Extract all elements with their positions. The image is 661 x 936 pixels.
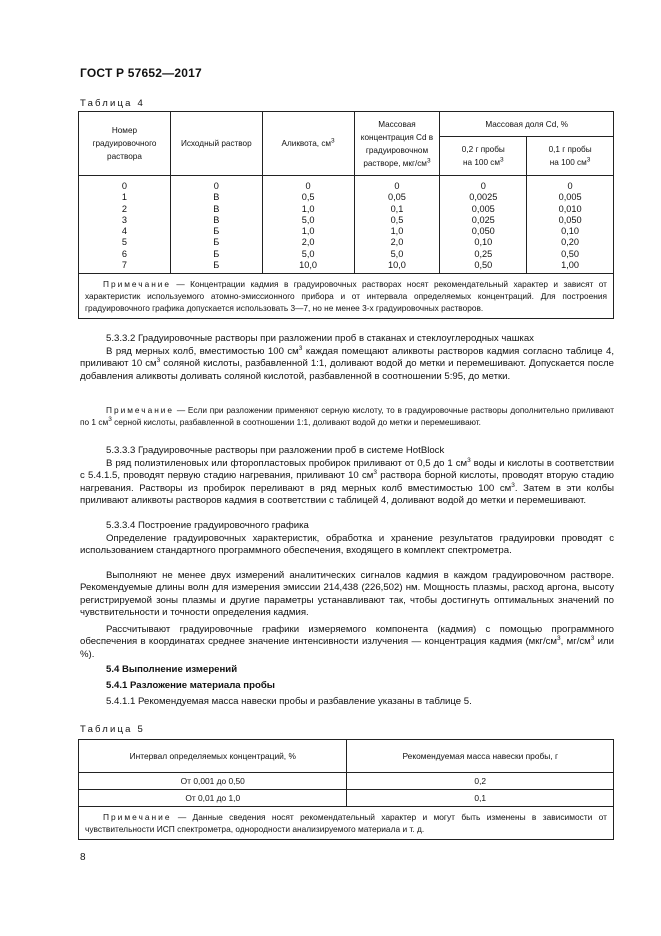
- table-cell: 5,0: [301, 248, 315, 259]
- table-cell: 0: [394, 181, 400, 191]
- section-5-3-3-2-note: Примечание — Если при разложении применяют серную кислоту, то в градуировочные растворы дополнительно приливают по 1 $см^3$ серной кислоты, разбавленной в соотношении 1:1, доливают водой до метки и перемешивают.: [80, 405, 614, 427]
- table-cell: 1: [121, 192, 128, 203]
- table-cell: 1,0: [301, 203, 315, 214]
- header-0-1g: 0,1 г пробы на 100 $см^3$: [527, 137, 614, 176]
- table-cell: 4: [121, 226, 128, 237]
- table-cell: 1,0: [301, 226, 315, 237]
- header-0-2g: 0,2 г пробы на 100 $см^3$: [440, 137, 527, 176]
- section-5-3-3-3-paragraph: В ряд полиэтиленовых или фторопластовых пробирок приливают от 0,5 до 1 $см^3$ воды и кислоты в соответствии с 5.4.1.5, проводят первую стадию нагревания, приливают 10 $см^3$ раствора борной кислоты, проводят вторую стадию нагревания. Растворы из пробирок переливают в ряд мерных колб вместимостью 100 $см^3$. Затем в эти колбы приливают аликвоты растворов кадмия в соответствии с таблицей 4, доливают водой до метки и перемешивают.: [80, 456, 615, 506]
- table-cell: 0,1: [390, 203, 404, 214]
- table-cell: 0,005: [558, 192, 582, 203]
- column-aliquot: [262, 176, 354, 274]
- table-cell: 0,10: [474, 237, 493, 248]
- table-cell: 1,00: [561, 260, 580, 271]
- header-solution-number: Номер градуировочного раствора: [79, 112, 171, 176]
- table-cell: 0,25: [474, 248, 493, 259]
- table-cell: Б: [213, 237, 220, 248]
- table4-note: Примечание — Концентрации кадмия в градуировочных растворах носят рекомендательный характер и зависят от характеристик используемого атомно-эмиссионного прибора и от интервала определяемых концентраций. Для построения градуировочного графика допускается использовать 3—7, но не менее 3-х градуировочных растворов.: [79, 274, 614, 319]
- table-cell: 5,0: [301, 214, 315, 225]
- table-row: [79, 773, 614, 790]
- table-cell: 2,0: [390, 237, 404, 248]
- page-number: 8: [80, 852, 86, 863]
- table-cell: 5,0: [390, 248, 404, 259]
- table-cell: 0,05: [388, 192, 406, 203]
- section-5-3-3-2-title: 5.3.3.2 Градуировочные растворы при разложении проб в стаканах и стеклоуглеродных чашках: [106, 333, 534, 344]
- table4-body: [79, 176, 614, 274]
- table-cell: 0,10: [561, 226, 580, 237]
- table-cell: 2,0: [301, 237, 315, 248]
- table-cell: 0,50: [474, 260, 493, 271]
- header-concentration-range: Интервал определяемых концентраций, %: [79, 740, 347, 773]
- section-5-3-3-4-paragraph-1: Определение градуировочных характеристик, обработка и хранение результатов градуировки проводят с использованием стандартного программного обеспечения, входящего в комплект спектрометра.: [80, 533, 614, 557]
- column-mass-fraction-0-2: [440, 176, 527, 274]
- table5-note: Примечание — Данные сведения носят рекомендательный характер и могут быть изменены в зависимости от чувствительности ИСП спектрометра, однородности анализируемого материала и т. д.: [79, 807, 614, 840]
- table-cell: В: [213, 214, 220, 225]
- table-cell: 3: [121, 214, 128, 225]
- range-cell: От 0,001 до 0,50: [79, 773, 347, 790]
- table-cell: 10,0: [299, 260, 318, 271]
- mass-cell: 0,1: [347, 790, 614, 807]
- table-cell: 0,50: [561, 248, 580, 259]
- table4-caption: Таблица 4: [80, 98, 145, 109]
- section-5-4-1-1-paragraph: 5.4.1.1 Рекомендуемая масса навески пробы и разбавление указаны в таблице 5.: [106, 696, 472, 707]
- table-cell: 0,5: [390, 214, 404, 225]
- range-cell: От 0,01 до 1,0: [79, 790, 347, 807]
- table-cell: 0,050: [471, 226, 495, 237]
- table-cell: 0: [121, 181, 128, 191]
- table-cell: В: [213, 192, 220, 203]
- document-code: ГОСТ Р 57652—2017: [80, 66, 202, 80]
- table-cell: 0: [480, 181, 486, 191]
- header-source-solution: Исходный раствор: [170, 112, 262, 176]
- table-cell: 6: [121, 248, 128, 259]
- column-mass-fraction-0-1: [527, 176, 614, 274]
- table5-caption: Таблица 5: [80, 724, 145, 735]
- header-sample-mass: Рекомендуемая масса навески пробы, г: [347, 740, 614, 773]
- table-cell: 0,20: [561, 237, 580, 248]
- section-5-3-3-2-paragraph: В ряд мерных колб, вместимостью 100 $см^3$ каждая помещают аликвоты растворов кадмия согласно таблице 4, приливают 10 $см^3$ соляной кислоты, разбавленной 1:1, доливают водой до метки и перемешивают. Допускается после добавления аликвоты доливать соляной кислотой, разбавленной в соотношении 5:95, до метки.: [80, 344, 614, 382]
- section-5-3-3-3-title: 5.3.3.3 Градуировочные растворы при разложении проб в системе HotBlock: [106, 445, 445, 456]
- table-cell: Б: [213, 248, 220, 259]
- table-cell: 5: [121, 237, 128, 248]
- section-5-4-title: 5.4 Выполнение измерений: [106, 664, 238, 675]
- section-5-3-3-4-paragraph-3: Рассчитывают градуировочные графики измеряемого компонента (кадмия) с помощью программного обеспечения в координатах среднее значение интенсивности излучения — концентрация кадмия ($мкг/см^3$, $мг/см^3$ или %).: [80, 624, 614, 660]
- table-cell: 2: [121, 203, 128, 214]
- section-5-3-3-4-title: 5.3.3.4 Построение градуировочного графика: [106, 520, 309, 531]
- table-5: [78, 739, 614, 840]
- table-cell: 7: [121, 260, 128, 271]
- table-cell: 0,005: [471, 203, 495, 214]
- table-cell: 0,010: [558, 203, 582, 214]
- table-4: [78, 111, 614, 319]
- table-cell: 0: [305, 181, 311, 191]
- header-aliquot: Аликвота, $см^3$: [262, 112, 354, 176]
- table-cell: Б: [213, 260, 220, 271]
- section-5-4-1-title: 5.4.1 Разложение материала пробы: [106, 680, 275, 691]
- header-mass-fraction: Массовая доля Cd, %: [440, 112, 614, 137]
- table-cell: В: [213, 203, 220, 214]
- table-cell: Б: [213, 226, 220, 237]
- table-cell: 0,5: [301, 192, 315, 203]
- table-cell: 10,0: [388, 260, 406, 271]
- header-concentration: Массовая концентрация Cd в градуировочном растворе, мкг/$см^3$: [354, 112, 440, 176]
- table-cell: 0: [567, 181, 573, 191]
- table-cell: 1,0: [390, 226, 404, 237]
- table-row: [79, 790, 614, 807]
- table-cell: 0: [213, 181, 219, 191]
- mass-cell: 0,2: [347, 773, 614, 790]
- table-cell: 0,0025: [469, 192, 498, 203]
- table-cell: 0,050: [558, 214, 582, 225]
- column-solution-number: [79, 176, 171, 274]
- column-source-solution: [170, 176, 262, 274]
- table-cell: 0,025: [471, 214, 495, 225]
- column-concentration: [354, 176, 440, 274]
- section-5-3-3-4-paragraph-2: Выполняют не менее двух измерений аналитических сигналов кадмия в каждом градуировочном растворе. Рекомендуемые длины волн для измерения эмиссии 214,438 (226,502) нм. Мощность плазмы, расход аргона, высоту регистрируемой зоны плазмы и другие параметры устанавливают так, чтобы достигнуть оптимальных значений по чувствительности и точности определения кадмия.: [80, 570, 614, 618]
